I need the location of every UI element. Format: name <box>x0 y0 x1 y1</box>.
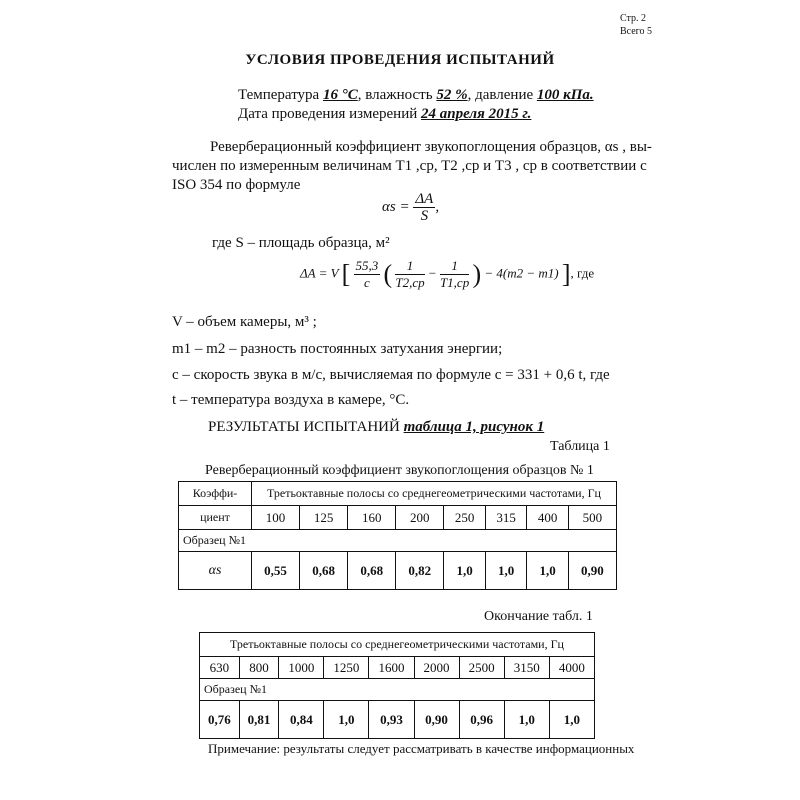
inv-t2-fraction <box>395 258 424 291</box>
intro-line-1: Реверберационный коэффициент звукопоглощения образцов, αs , вы- <box>210 139 652 155</box>
right-paren: ) <box>472 259 482 289</box>
table1-sample-label: Образец №1 <box>179 530 617 552</box>
coef-num: 55,3 <box>355 258 379 273</box>
table1-corner-bottom: циент <box>179 506 252 530</box>
results-heading: РЕЗУЛЬТАТЫ ИСПЫТАНИЙ <box>208 419 400 435</box>
table1-frequency: 400 <box>527 506 569 530</box>
table1-value: 0,90 <box>568 552 616 590</box>
results-heading-line <box>208 418 544 437</box>
results-table-1 <box>178 481 617 590</box>
formula-alpha-lhs: αs = <box>382 198 410 215</box>
table2-value: 0,96 <box>459 701 504 739</box>
table1-value: 0,68 <box>300 552 348 590</box>
humidity-label: , влажность <box>357 87 433 103</box>
table2-header-row <box>200 633 595 657</box>
date-value: 24 апреля 2015 г. <box>421 106 532 122</box>
table2-frequency: 800 <box>239 657 279 679</box>
results-reference: таблица 1, рисунок 1 <box>403 419 545 435</box>
table1-frequency-row <box>179 506 617 530</box>
table2-value: 0,81 <box>239 701 279 739</box>
table1-header-row <box>179 482 617 506</box>
table2-value: 0,76 <box>200 701 240 739</box>
table2-frequency: 1250 <box>324 657 369 679</box>
table1-value: 1,0 <box>527 552 569 590</box>
table1-row-label: αs <box>179 552 252 590</box>
inv-t2-num: 1 <box>395 258 424 275</box>
table2-frequency: 1600 <box>369 657 414 679</box>
table1-value: 1,0 <box>485 552 527 590</box>
table1-corner-top: Коэффи- <box>179 482 252 506</box>
pressure-value: 100 кПа. <box>536 87 594 103</box>
formula-alpha <box>382 191 439 224</box>
table1-frequency: 500 <box>568 506 616 530</box>
table1-sample-row <box>179 530 617 552</box>
table2-frequency: 630 <box>200 657 240 679</box>
inv-t2-den: T2,cp <box>395 275 425 290</box>
table1-frequency: 160 <box>348 506 396 530</box>
table1-frequency: 250 <box>444 506 486 530</box>
table2-frequency-row <box>200 657 595 679</box>
table-caption: Реверберационный коэффициент звукопоглощения образцов № 1 <box>205 463 594 478</box>
table1-frequency: 125 <box>300 506 348 530</box>
left-bracket: [ <box>341 259 351 289</box>
table2-value: 0,84 <box>279 701 324 739</box>
table2-value: 1,0 <box>549 701 594 739</box>
intro-line-2: числен по измеренным величинам T1 ,cp, T2 ,cp и T3 , cp в соответствии с <box>172 158 647 174</box>
table1-value: 0,55 <box>252 552 300 590</box>
table-number: Таблица 1 <box>550 439 610 454</box>
page-total: Всего 5 <box>620 26 653 37</box>
left-paren: ( <box>383 259 393 289</box>
definition-m: m1 – m2 – разность постоянных затухания энергии; <box>172 341 503 357</box>
temperature-value: 16 °С <box>322 87 358 103</box>
table2-frequency: 2500 <box>459 657 504 679</box>
inv-t1-den: T1,cp <box>439 275 470 290</box>
definition-t: t – температура воздуха в камере, °С. <box>172 392 410 408</box>
minus-sign: − <box>427 265 437 281</box>
inv-t1-fraction <box>440 258 469 291</box>
intro-line-3: ISO 354 по формуле <box>172 177 301 193</box>
date-label: Дата проведения измерений <box>238 106 418 122</box>
pressure-label: , давление <box>467 87 534 103</box>
definition-v: V – объем камеры, м³ ; <box>172 314 317 330</box>
temperature-label: Температура <box>238 87 320 103</box>
results-table-2 <box>199 632 595 739</box>
formula-alpha-fraction <box>413 191 435 224</box>
table2-value: 1,0 <box>324 701 369 739</box>
table2-sample-row <box>200 679 595 701</box>
formula-delta-tail: − 4(m2 − m1) <box>484 265 559 281</box>
table2-sample-label: Образец №1 <box>200 679 595 701</box>
table2-band-header: Третьоктавные полосы со среднегеометрическими частотами, Гц <box>200 633 595 657</box>
page-title: УСЛОВИЯ ПРОВЕДЕНИЯ ИСПЫТАНИЙ <box>245 52 555 68</box>
definition-c: с – скорость звука в м/с, вычисляемая по формуле с = 331 + 0,6 t, где <box>172 367 610 383</box>
table2-value: 1,0 <box>504 701 549 739</box>
where-s-line: где S – площадь образца, м² <box>212 235 390 251</box>
coef-fraction <box>354 258 381 291</box>
conditions-line <box>238 87 594 104</box>
table1-frequency: 100 <box>252 506 300 530</box>
page-info <box>620 12 652 38</box>
humidity-value: 52 % <box>436 87 468 103</box>
inv-t1-num: 1 <box>440 258 469 275</box>
table1-value: 1,0 <box>444 552 486 590</box>
formula-delta-a <box>300 258 594 291</box>
table2-frequency: 1000 <box>279 657 324 679</box>
formula-alpha-num: ΔA <box>415 191 434 207</box>
table1-frequency: 315 <box>485 506 527 530</box>
table2-value: 0,90 <box>414 701 459 739</box>
table-continuation: Окончание табл. 1 <box>484 609 593 624</box>
formula-where: , где <box>570 265 595 281</box>
table1-value: 0,82 <box>396 552 444 590</box>
table2-frequency: 4000 <box>549 657 594 679</box>
table2-value: 0,93 <box>369 701 414 739</box>
table1-band-header: Третьоктавные полосы со среднегеометрическими частотами, Гц <box>252 482 617 506</box>
date-line <box>238 106 531 123</box>
formula-alpha-tail: , <box>435 198 440 215</box>
table1-values-row <box>179 552 617 590</box>
page-number: Стр. 2 <box>620 13 647 24</box>
table1-value: 0,68 <box>348 552 396 590</box>
formula-alpha-den: S <box>420 208 429 224</box>
table1-frequency: 200 <box>396 506 444 530</box>
table2-frequency: 3150 <box>504 657 549 679</box>
formula-delta-lhs: ΔA = V <box>300 265 339 281</box>
right-bracket: ] <box>561 259 571 289</box>
coef-den: c <box>363 275 370 290</box>
note-text: Примечание: результаты следует рассматривать в качестве информационных <box>208 741 635 756</box>
table2-values-row <box>200 701 595 739</box>
table2-frequency: 2000 <box>414 657 459 679</box>
